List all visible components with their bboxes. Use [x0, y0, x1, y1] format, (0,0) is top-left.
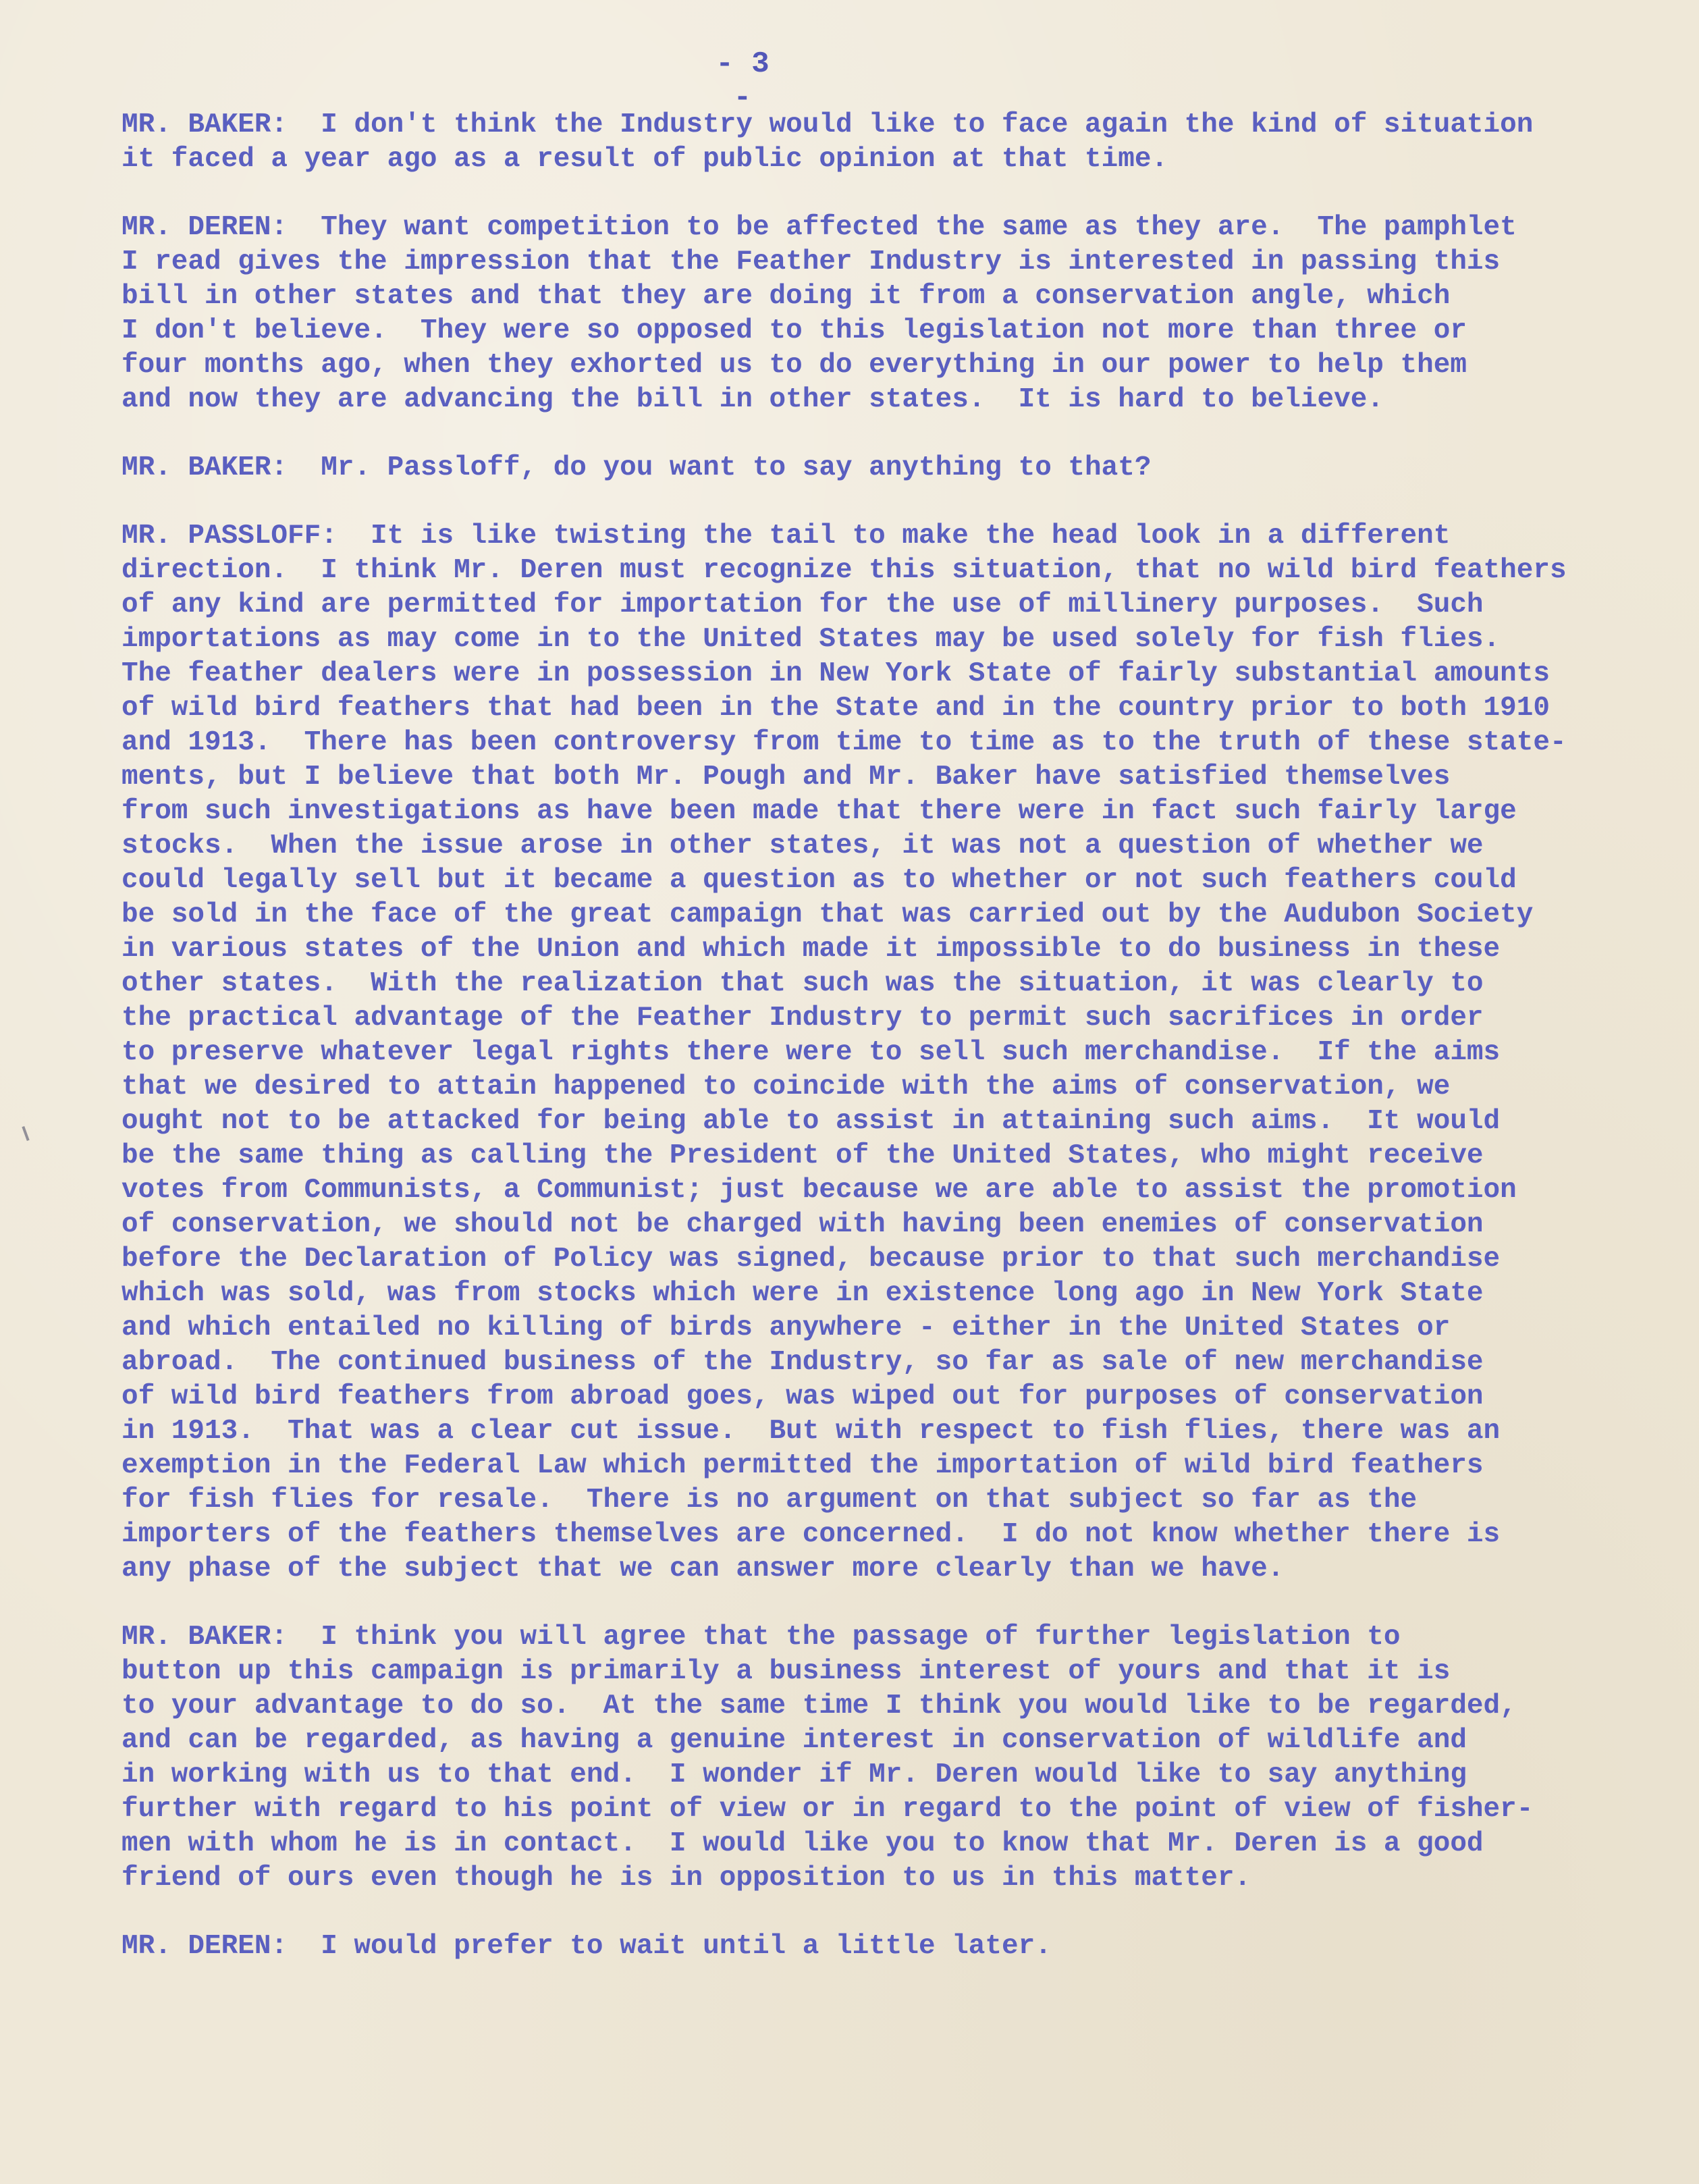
paragraph-baker-2	[122, 451, 1607, 485]
text-line: MR. BAKER: I don't think the Industry would like to face again the kind of situation	[122, 109, 1534, 140]
text-line: other states. With the realization that such was the situation, it was clearly to	[122, 968, 1484, 999]
text-line: be sold in the face of the great campaign that was carried out by the Audubon Society	[122, 899, 1534, 930]
text-line: before the Declaration of Policy was signed, because prior to that such merchandise	[122, 1244, 1501, 1275]
text-line: and which entailed no killing of birds anywhere - either in the United States or	[122, 1312, 1451, 1343]
text-line: in working with us to that end. I wonder if Mr. Deren would like to say anything	[122, 1759, 1467, 1790]
text-line: could legally sell but it became a question as to whether or not such feathers could	[122, 865, 1517, 896]
page-number: - 3 -	[716, 47, 770, 115]
text-line: bill in other states and that they are doing it from a conservation angle, which	[122, 281, 1451, 312]
text-line: of conservation, we should not be charged with having been enemies of conservation	[122, 1209, 1484, 1240]
text-line: for fish flies for resale. There is no argument on that subject so far as the	[122, 1485, 1418, 1516]
paragraph-baker-1	[122, 108, 1607, 177]
paragraph-baker-3	[122, 1620, 1607, 1896]
paragraph-passloff-1	[122, 519, 1607, 1587]
text-line: importers of the feathers themselves are concerned. I do not know whether there is	[122, 1519, 1501, 1550]
text-line: to your advantage to do so. At the same time I think you would like to be regarded,	[122, 1690, 1517, 1722]
text-line: exemption in the Federal Law which permitted the importation of wild bird feathers	[122, 1450, 1484, 1481]
text-line: importations as may come in to the United States may be used solely for fish flies.	[122, 624, 1501, 655]
text-line: further with regard to his point of view or in regard to the point of view of fisher-	[122, 1794, 1534, 1825]
text-line: MR. PASSLOFF: It is like twisting the tail to make the head look in a different	[122, 521, 1451, 552]
text-line: I don't believe. They were so opposed to this legislation not more than three or	[122, 315, 1467, 346]
text-line: ments, but I believe that both Mr. Pough and Mr. Baker have satisfied themselves	[122, 762, 1451, 793]
text-line: MR. BAKER: Mr. Passloff, do you want to say anything to that?	[122, 452, 1152, 483]
text-line: and can be regarded, as having a genuine interest in conservation of wildlife and	[122, 1725, 1467, 1756]
text-line: of any kind are permitted for importation for the use of millinery purposes. Such	[122, 589, 1484, 620]
text-line: to preserve whatever legal rights there were to sell such merchandise. If the aims	[122, 1037, 1501, 1068]
text-line: that we desired to attain happened to coincide with the aims of conservation, we	[122, 1071, 1451, 1102]
transcript-body	[122, 108, 1607, 1998]
text-line: direction. I think Mr. Deren must recognize this situation, that no wild bird feathers	[122, 555, 1567, 586]
text-line: abroad. The continued business of the Industry, so far as sale of new merchandise	[122, 1347, 1484, 1378]
text-line: it faced a year ago as a result of public opinion at that time.	[122, 144, 1168, 175]
text-line: from such investigations as have been made that there were in fact such fairly large	[122, 796, 1517, 827]
text-line: The feather dealers were in possession in New York State of fairly substantial amounts	[122, 658, 1550, 689]
text-line: in 1913. That was a clear cut issue. But with respect to fish flies, there was an	[122, 1416, 1501, 1447]
text-line: the practical advantage of the Feather Industry to permit such sacrifices in order	[122, 1003, 1484, 1034]
text-line: ought not to be attacked for being able to assist in attaining such aims. It would	[122, 1106, 1501, 1137]
paragraph-deren-1	[122, 211, 1607, 417]
text-line: four months ago, when they exhorted us to do everything in our power to help them	[122, 350, 1467, 381]
text-line: of wild bird feathers that had been in the State and in the country prior to both 1910	[122, 693, 1550, 724]
text-line: be the same thing as calling the President of the United States, who might receive	[122, 1140, 1484, 1171]
text-line: in various states of the Union and which made it impossible to do business in these	[122, 934, 1501, 965]
text-line: votes from Communists, a Communist; just because we are able to assist the promotion	[122, 1175, 1517, 1206]
margin-pencil-mark	[22, 1126, 29, 1141]
text-line: stocks. When the issue arose in other states, it was not a question of whether we	[122, 830, 1484, 861]
text-line: and 1913. There has been controversy from time to time as to the truth of these state-	[122, 727, 1567, 758]
text-line: and now they are advancing the bill in other states. It is hard to believe.	[122, 384, 1384, 415]
paragraph-deren-2	[122, 1929, 1607, 1964]
text-line: MR. DEREN: They want competition to be affected the same as they are. The pamphlet	[122, 212, 1517, 243]
text-line: MR. DEREN: I would prefer to wait until a little later.	[122, 1931, 1052, 1962]
text-line: MR. BAKER: I think you will agree that the passage of further legislation to	[122, 1622, 1401, 1653]
text-line: any phase of the subject that we can answer more clearly than we have.	[122, 1553, 1285, 1584]
text-line: which was sold, was from stocks which were in existence long ago in New York State	[122, 1278, 1484, 1309]
text-line: I read gives the impression that the Feather Industry is interested in passing this	[122, 246, 1501, 277]
text-line: men with whom he is in contact. I would like you to know that Mr. Deren is a good	[122, 1828, 1484, 1859]
text-line: friend of ours even though he is in opposition to us in this matter.	[122, 1863, 1251, 1894]
text-line: of wild bird feathers from abroad goes, was wiped out for purposes of conservation	[122, 1381, 1484, 1412]
text-line: button up this campaign is primarily a business interest of yours and that it is	[122, 1656, 1451, 1687]
